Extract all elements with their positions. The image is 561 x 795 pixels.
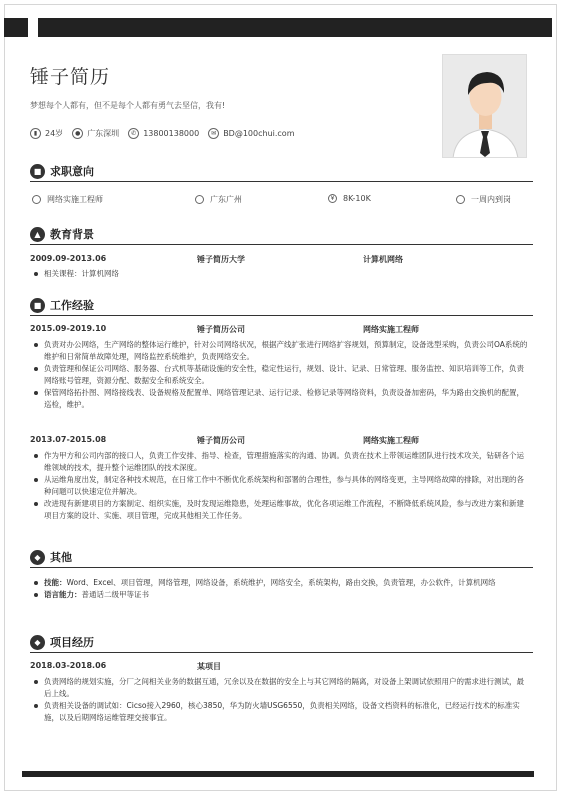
briefcase-icon: ■: [30, 164, 45, 179]
skills-text: Word、Excel、项目管理，网络管理，网络设备，系统维护，网络安全，系统架构，路由交换，负责管理，办公软件，计算机网络: [66, 578, 496, 587]
graduation-cap-icon: ▲: [30, 227, 45, 242]
job-company: 锤子简历公司: [197, 436, 245, 445]
phone-text: 13800138000: [143, 129, 200, 138]
list-item: 负责管理和保证公司网络、服务器、台式机等基础设施的安全性，稳定性运行，规划、设计、记录、日常管理、服务监控、知识培训等工作，负责网络账号管理，资源分配、数据安全和系统安全。: [30, 363, 530, 387]
personal-info: [30, 128, 304, 139]
intent-position: [32, 194, 103, 205]
age-text: 24岁: [45, 129, 64, 138]
location-icon: ●: [72, 128, 83, 139]
list-item: 从运维角度出发，制定各种技术规范，在日常工作中不断优化系统架构和部署的合理性，参与具体的网络变更，主导网络故障的排除，对出现的各种问题可以快速定位并解决。: [30, 474, 530, 498]
intent-availability-text: 一周内到岗: [471, 195, 511, 204]
resume-name: 锤子简历: [30, 66, 111, 88]
list-item: 保管网络拓扑图、网络接线表、设备规格及配置单、网络管理记录、运行记录、检修记录等网络资料，负责设备加密码，华为路由交换机的配置，巡检，维护。: [30, 387, 530, 411]
intent-availability: [456, 194, 511, 205]
education-major: 计算机网络: [363, 255, 403, 264]
tie-icon: [32, 195, 41, 204]
email-icon: ✉: [208, 128, 219, 139]
email-text: BD@100chui.com: [223, 129, 295, 138]
list-item: 作为甲方和公司内部的接口人，负责工作安排、指导、检查，管理措施落实的沟通、协调。负责在技术上带领运维团队进行技术攻关，钻研各个运维领域的技术，提升整个运维团队的技术深度。: [30, 450, 530, 474]
money-icon: ¥: [328, 194, 337, 203]
header-bar-left: [4, 18, 28, 37]
section-project: [30, 634, 533, 653]
section-education-title: 教育背景: [50, 228, 94, 241]
briefcase-icon: ■: [30, 298, 45, 313]
intent-city-text: 广东广州: [210, 195, 242, 204]
section-work-title: 工作经验: [50, 299, 94, 312]
section-project-title: 项目经历: [50, 636, 94, 649]
footer-bar: [22, 771, 534, 777]
project-name: 某项目: [197, 662, 221, 671]
education-list: [30, 268, 530, 280]
job-date: 2013.07-2015.08: [30, 435, 107, 444]
intent-salary-text: 8K-10K: [343, 194, 371, 203]
building-icon: [195, 195, 204, 204]
other-list: [30, 577, 530, 601]
job-role: 网络实施工程师: [363, 436, 419, 445]
diamond-icon: ◆: [30, 635, 45, 650]
list-item: [30, 577, 530, 589]
list-item: 相关课程：计算机网络: [30, 268, 530, 280]
project-list: [30, 676, 530, 724]
job-date: 2015.09-2019.10: [30, 324, 107, 333]
list-item: 改进现有新建项目的方案制定、组织实施，及时发现运维隐患，处理运维事故，优化各项运维工作流程，不断降低系统风险，参与改进方案和新建项目方案的设计、实施、项目管理，完成其他相关工作任务。: [30, 498, 530, 522]
education-date: 2009.09-2013.06: [30, 254, 107, 263]
project-date: 2018.03-2018.06: [30, 661, 107, 670]
job-role: 网络实施工程师: [363, 325, 419, 334]
list-item: 负责网络的规划实施，分厂之间相关业务的数据互通，冗余以及在数据的安全上与其它网络的隔离，对设备上架调试依照用户的需求进行测试，最后上线。: [30, 676, 530, 700]
section-other: [30, 549, 533, 568]
phone-icon: ✆: [128, 128, 139, 139]
list-item: 负责对办公网络，生产网络的整体运行维护，针对公司网络状况，根据产线扩张进行网络扩容规划，预算制定，设备选型采购，负责公司OA系统的维护和日常简单故障处理，网络监控系统维护，负责网络安全。: [30, 339, 530, 363]
skills-label: 技能：: [44, 578, 67, 587]
profile-photo: [442, 54, 527, 158]
section-other-title: 其他: [50, 551, 72, 564]
job-1-list: [30, 339, 530, 411]
location-text: 广东深圳: [87, 129, 120, 138]
language-text: 普通话二级甲等证书: [81, 590, 149, 599]
list-item: [30, 589, 530, 601]
intent-city: [195, 194, 242, 205]
section-intent-title: 求职意向: [50, 165, 94, 178]
age-icon: ▮: [30, 128, 41, 139]
education-school: 锤子简历大学: [197, 255, 245, 264]
list-item: 负责相关设备的调试如：Cicso接入2960，核心3850，华为防火墙USG6550，负责相关网络，设备文档资料的标准化，已经运行技术的标准实施，以及后期网络运维管理交接事宜。: [30, 700, 530, 724]
section-education: [30, 226, 533, 245]
intent-salary: [328, 194, 371, 203]
language-label: 语言能力：: [44, 590, 82, 599]
diamond-icon: ◆: [30, 550, 45, 565]
clock-icon: [456, 195, 465, 204]
resume-motto: 梦想每个人都有，但不是每个人都有勇气去坚信，我有!: [30, 101, 226, 110]
header-bar-right: [38, 18, 552, 37]
section-work: [30, 297, 533, 316]
section-intent: [30, 163, 533, 182]
intent-position-text: 网络实施工程师: [47, 195, 103, 204]
job-2-list: [30, 450, 530, 522]
job-company: 锤子简历公司: [197, 325, 245, 334]
